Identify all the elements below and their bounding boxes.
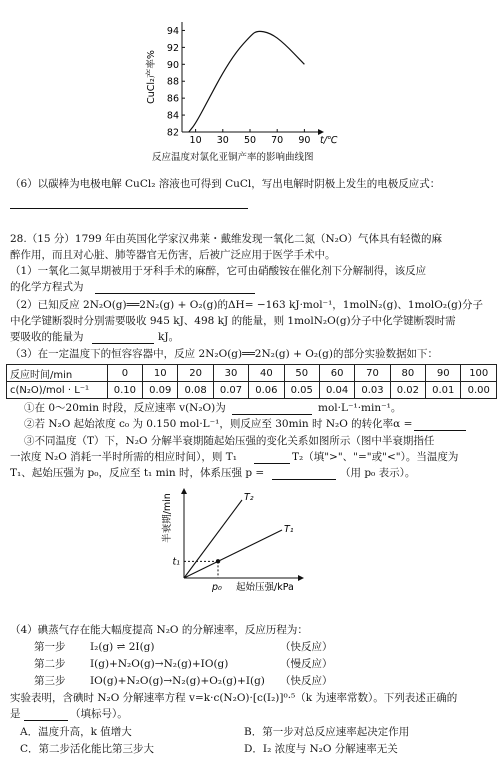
y-tick-label: 90 xyxy=(166,59,179,71)
q4-answer-blank[interactable] xyxy=(24,720,68,721)
option-b[interactable]: B．第一步对总反应速率起决定作用 xyxy=(244,726,410,738)
step-3-eq: IO(g)+N₂O(g)→N₂(g)+O₂(g)+I(g) xyxy=(90,675,265,687)
table-cell: 10 xyxy=(143,365,178,382)
half-life-chart xyxy=(160,488,320,613)
option-d[interactable]: D．I₂ 浓度与 N₂O 分解速率无关 xyxy=(244,743,398,755)
q28-p1-2: 的化学方程式为 xyxy=(10,281,84,293)
s2-answer-blank[interactable] xyxy=(414,430,466,431)
y-tick-label: 88 xyxy=(166,76,179,88)
table-cell: 0.09 xyxy=(143,382,178,399)
q28-head-1: 28.（15 分）1799 年由英国化学家汉弗莱・戴维发现一氧化二氮（N₂O）气体具有轻微的麻 xyxy=(10,233,442,245)
y-tick-label: 82 xyxy=(166,127,179,139)
table-cell: 0.08 xyxy=(178,382,213,399)
table-cell: 0.05 xyxy=(284,382,319,399)
step-2-note: （慢反应） xyxy=(280,658,333,670)
q4-law-1: 实验表明，含碘时 N₂O 分解速率方程 v=k·c(N₂O)·[c(I₂)]⁰·⁵（k 为速率常数）。下列表述正确的 xyxy=(10,692,458,704)
yield-curve xyxy=(189,31,305,132)
table-cell: 0.01 xyxy=(426,382,461,399)
table-cell: 0 xyxy=(107,365,142,382)
q6-answer-blank[interactable] xyxy=(10,208,248,209)
kinetics-table xyxy=(6,364,497,399)
step-2-name: 第二步 xyxy=(34,658,66,670)
x-tick-label: 30 xyxy=(216,135,229,146)
table-cell: 0.00 xyxy=(461,382,497,399)
q4-law-2b: （填标号）。 xyxy=(70,708,128,720)
x-tick-label: 10 xyxy=(189,135,202,146)
s1-answer-blank[interactable] xyxy=(232,414,312,415)
q28-p1-1: （1）一氧化二氮早期被用于牙科手术的麻醉，它可由硝酸铵在催化剂下分解制得，该反应 xyxy=(10,265,427,277)
q4-intro: （4）碘蒸气存在能大幅度提高 N₂O 的分解速率，反应历程为： xyxy=(10,624,308,636)
table-cell: 0.04 xyxy=(319,382,354,399)
series-label-t2: T₂ xyxy=(244,492,254,503)
option-c[interactable]: C．第二步活化能比第三步大 xyxy=(20,743,155,755)
s3-compare-blank[interactable] xyxy=(254,463,290,464)
q28-p3-1: （3）在一定温度下的恒容容器中，反应 2N₂O(g)══2N₂(g) + O₂(g)的部分实验数据如下： xyxy=(10,348,438,360)
data-point xyxy=(216,559,220,563)
table-row-conc xyxy=(7,382,497,399)
q28-s3-2b: T₂（填">"、"="或"<"）。当温度为 xyxy=(292,451,459,463)
table-cell: 0.07 xyxy=(213,382,248,399)
q28-p2-1: （2）已知反应 2N₂O(g)══2N₂(g) + O₂(g)的ΔH= −163 kJ·mol⁻¹，1molN₂(g)、1molO₂(g)分子 xyxy=(10,299,483,311)
series-label-t1: T₁ xyxy=(284,524,294,535)
y-axis-arrow xyxy=(181,488,187,494)
table-cell: 80 xyxy=(390,365,425,382)
yield-temperature-chart xyxy=(140,14,360,162)
y-tick-label: 84 xyxy=(166,110,179,122)
table-cell: 20 xyxy=(178,365,213,382)
q28-s2: ②若 N₂O 起始浓度 c₀ 为 0.150 mol·L⁻¹，则反应至 30min 时 N₂O 的转化率α = xyxy=(24,418,413,430)
table-cell: 0.03 xyxy=(355,382,390,399)
table-cell: 70 xyxy=(355,365,390,382)
step-1-eq: I₂(g) ⇌ 2I(g) xyxy=(90,641,155,653)
y-tick-label: 94 xyxy=(166,25,179,37)
x-axis-label: t/℃ xyxy=(320,135,338,146)
table-cell: 90 xyxy=(426,365,461,382)
q28-head-2: 醉作用，而且对心脏、肺等器官无伤害，后被广泛应用于医学手术中。 xyxy=(10,249,336,261)
step-3-note: （快反应） xyxy=(280,675,333,687)
table-cell: 30 xyxy=(213,365,248,382)
table-row-time xyxy=(7,365,497,382)
step-1-note: （快反应） xyxy=(280,641,333,653)
option-a[interactable]: A．温度升高，k 值增大 xyxy=(20,726,132,738)
chart-caption: 反应温度对氯化亚铜产率的影响曲线图 xyxy=(152,152,314,163)
step-1-name: 第一步 xyxy=(34,641,66,653)
point-x-label: p₀ xyxy=(212,582,222,593)
series-line-t1 xyxy=(184,530,282,578)
q28-s3-2a: 一浓度 N₂O 消耗一半时所需的相应时间），则 T₁ xyxy=(10,451,237,463)
p1-answer-blank[interactable] xyxy=(95,293,255,294)
x-tick-label: 70 xyxy=(271,135,284,146)
y-axis-label: CuCl₂产率% xyxy=(146,50,157,104)
table-cell: 60 xyxy=(319,365,354,382)
y-tick-label: 86 xyxy=(166,93,179,105)
q28-s1a: ①在 0～20min 时段，反应速率 v(N₂O)为 xyxy=(24,402,226,414)
step-3-name: 第三步 xyxy=(34,675,66,687)
x-axis-label: 起始压强/kPa xyxy=(236,582,294,593)
q28-s3-1: ③不同温度（T）下，N₂O 分解半衰期随起始压强的变化关系如图所示（图中半衰期指任 xyxy=(24,435,435,447)
q28-p2-2: 中化学键断裂时分别需要吸收 945 kJ、498 kJ 的能量，则 1molN₂O(g)分子中化学键断裂时需 xyxy=(10,315,456,327)
step-2-eq: I(g)+N₂O(g)→N₂(g)+IO(g) xyxy=(90,658,229,670)
table-cell: 0.02 xyxy=(390,382,425,399)
q6-text: （6）以碳棒为电极电解 CuCl₂ 溶液也可得到 CuCl，写出电解时阴极上发生的电极反应式： xyxy=(10,178,441,190)
table-cell: 40 xyxy=(249,365,284,382)
table-cell: 100 xyxy=(461,365,497,382)
point-y-label: t₁ xyxy=(172,556,180,568)
s3-pressure-blank[interactable] xyxy=(272,479,336,480)
table-cell: 0.06 xyxy=(249,382,284,399)
q28-s1b: mol·L⁻¹·min⁻¹。 xyxy=(318,402,402,414)
table-header: c(N₂O)/mol · L⁻¹ xyxy=(7,382,108,399)
x-tick-label: 50 xyxy=(243,135,257,146)
p2-answer-blank[interactable] xyxy=(92,343,154,344)
q28-s3-3b: （用 p₀ 表示）。 xyxy=(340,467,416,479)
q28-p2-3a: 要吸收的能量为 xyxy=(10,331,84,343)
y-axis-label: 半衰期/min xyxy=(162,493,173,543)
q28-p2-3b: kJ。 xyxy=(158,331,180,343)
q28-s3-3a: T₁、起始压强为 p₀，反应至 t₁ min 时，体系压强 p = xyxy=(10,467,265,479)
series-line-t2 xyxy=(184,500,242,578)
table-cell: 0.10 xyxy=(107,382,142,399)
x-axis-arrow xyxy=(298,575,304,581)
x-tick-label: 90 xyxy=(298,135,311,146)
q4-law-2a: 是 xyxy=(10,708,21,720)
table-cell: 50 xyxy=(284,365,319,382)
y-tick-label: 92 xyxy=(166,42,179,54)
table-header: 反应时间/min xyxy=(7,365,108,382)
